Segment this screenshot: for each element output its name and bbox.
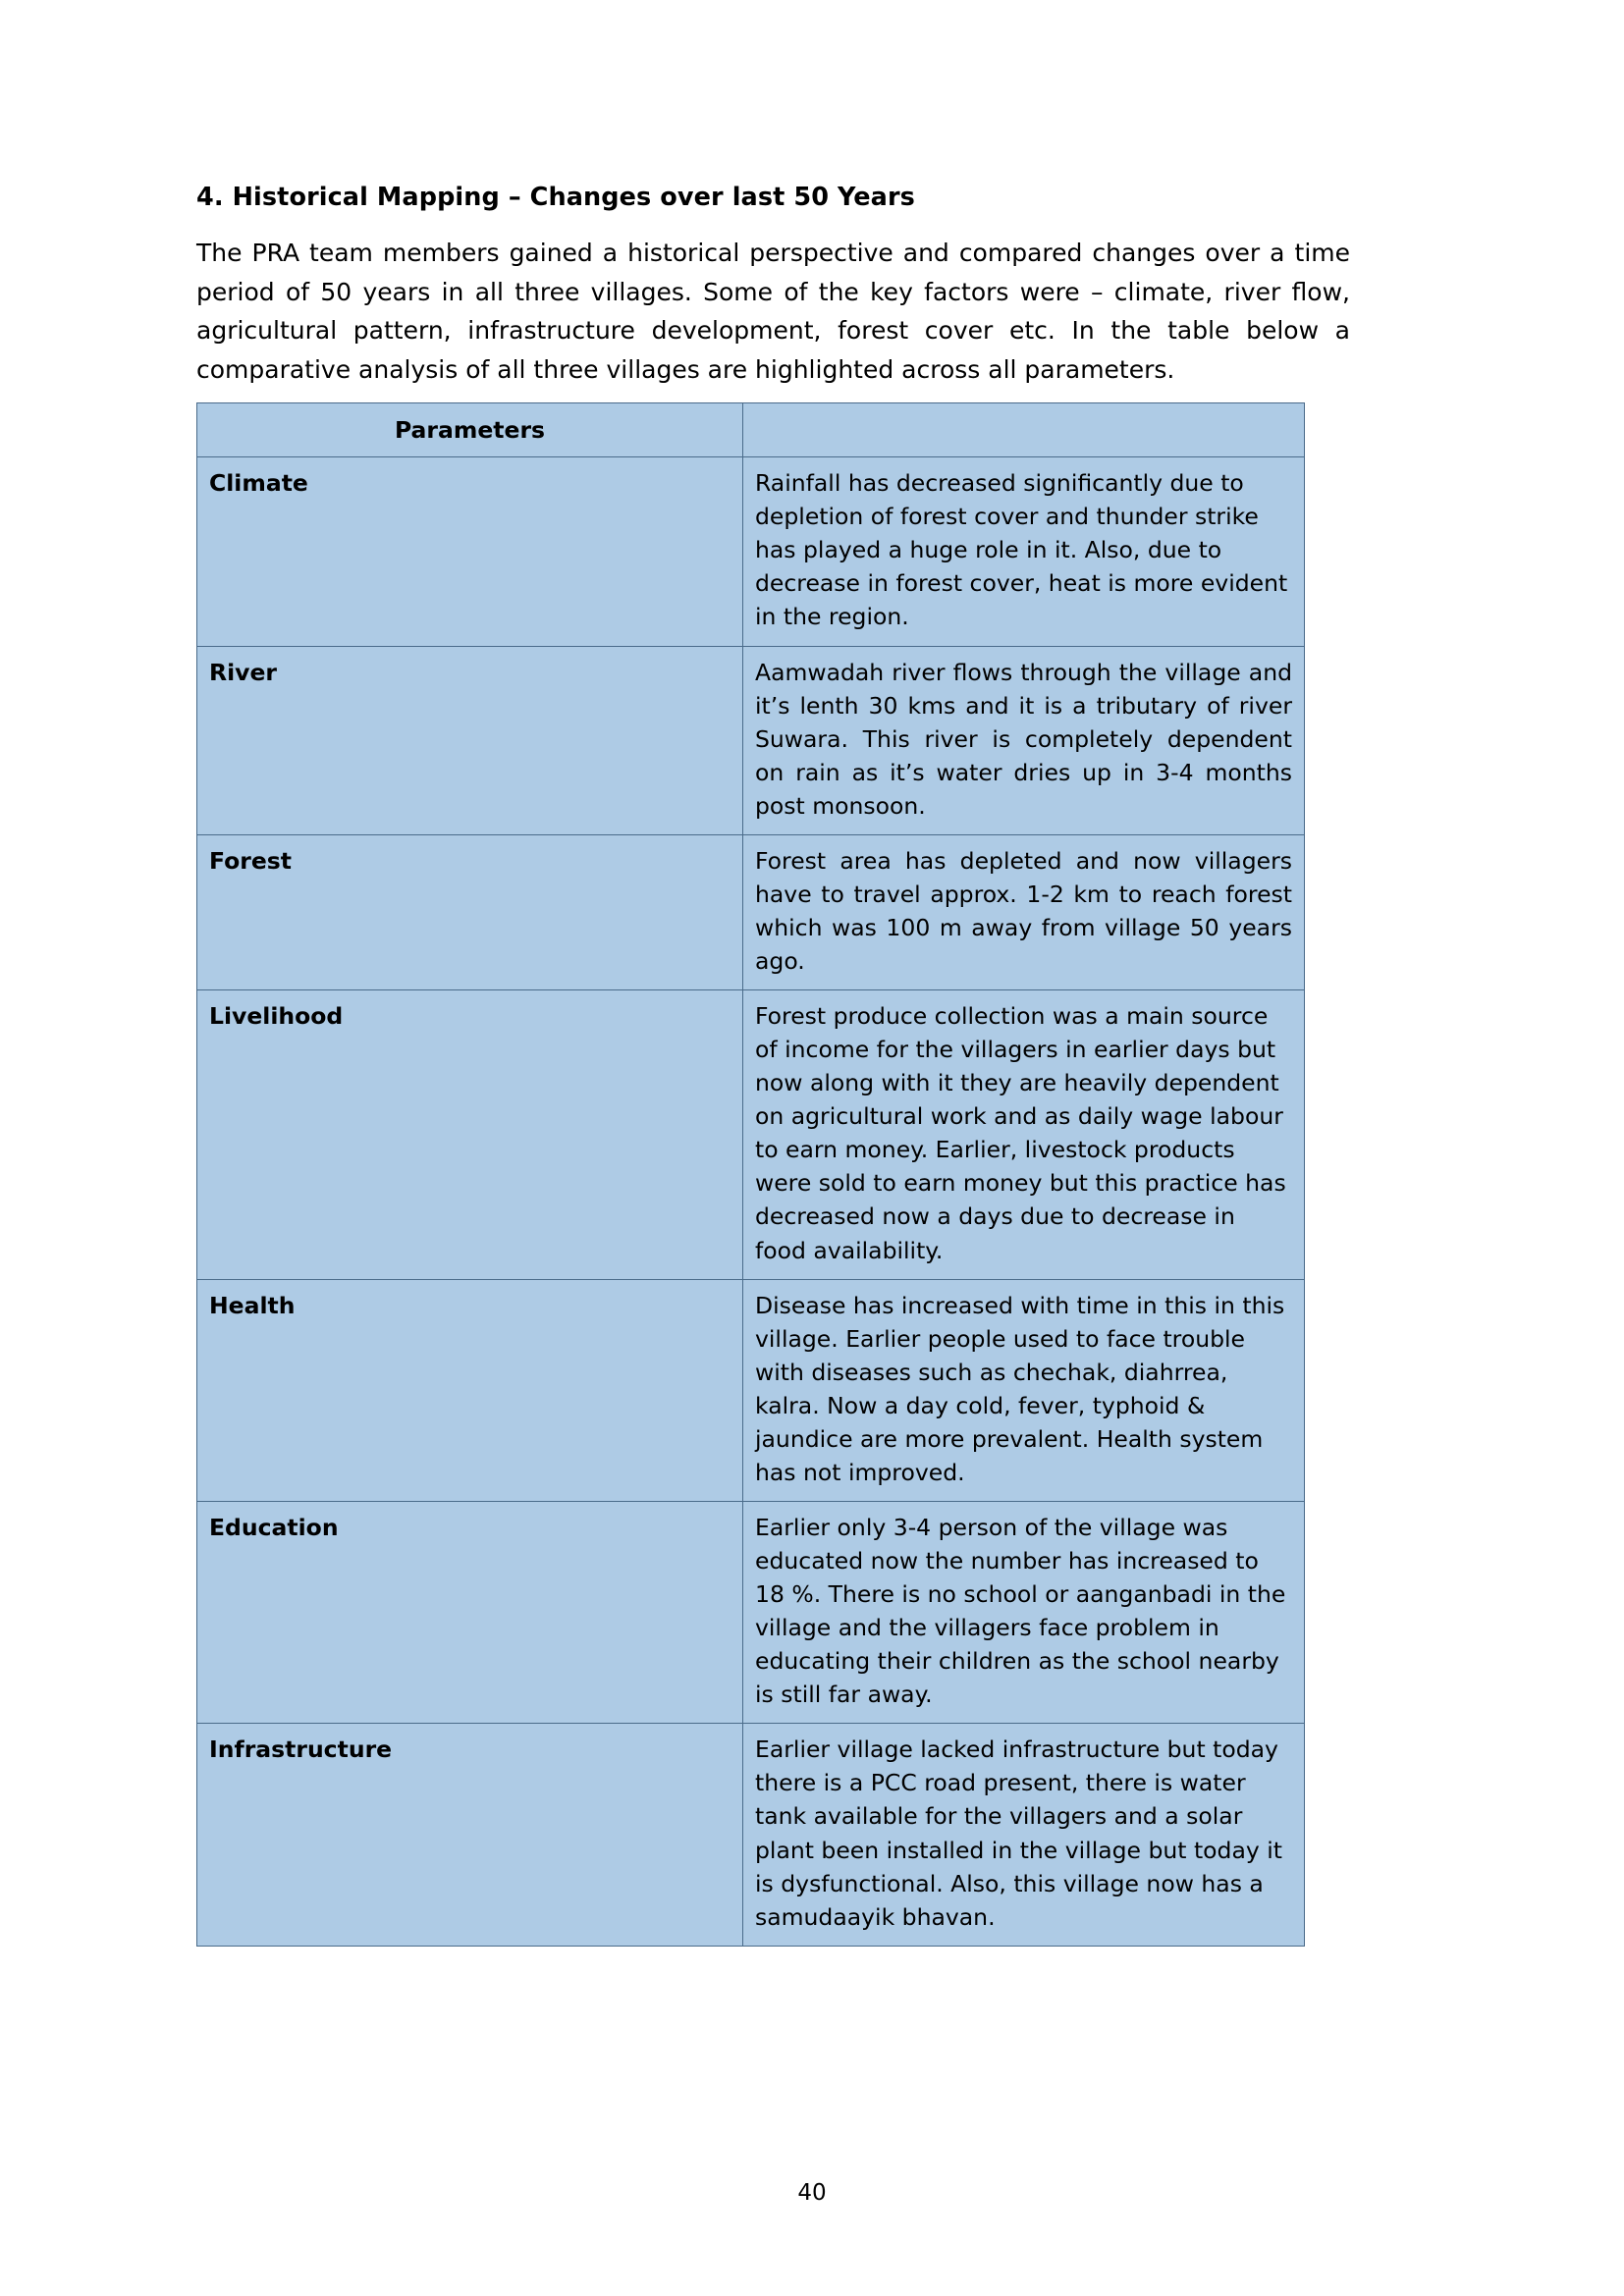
row-parameter-infrastructure: Infrastructure	[197, 1724, 743, 1946]
table-header-row	[197, 403, 1305, 457]
row-description-education: Earlier only 3-4 person of the village was educated now the number has increased to 18 %. There is no school or aanganbadi in the village and the villagers face problem in educating their children as the school nearby is still far away.	[743, 1501, 1305, 1723]
row-parameter-river: River	[197, 646, 743, 834]
row-description-health: Disease has increased with time in this in this village. Earlier people used to face trouble with diseases such as chechak, diahrrea, kalra. Now a day cold, fever, typhoid & jaundice are more prevalent. Health system has not improved.	[743, 1279, 1305, 1501]
table-row	[197, 1279, 1305, 1501]
row-description-climate: Rainfall has decreased significantly due to depletion of forest cover and thunder strike has played a huge role in it. Also, due to decrease in forest cover, heat is more evident in the region.	[743, 457, 1305, 646]
row-parameter-education: Education	[197, 1501, 743, 1723]
page-number: 40	[797, 2180, 827, 2206]
table-row	[197, 1724, 1305, 1946]
table-row	[197, 457, 1305, 646]
row-description-forest: Forest area has depleted and now villagers have to travel approx. 1-2 km to reach forest which was 100 m away from village 50 years ago.	[743, 834, 1305, 989]
row-description-river: Aamwadah river flows through the village and it’s lenth 30 kms and it is a tributary of river Suwara. This river is completely dependent on rain as it’s water dries up in 3-4 months post monsoon.	[743, 646, 1305, 834]
row-description-infrastructure: Earlier village lacked infrastructure but today there is a PCC road present, there is water tank available for the villagers and a solar plant been installed in the village but today it is dysfunctional. Also, this village now has a samudaayik bhavan.	[743, 1724, 1305, 1946]
table-header-blank	[743, 403, 1305, 457]
intro-paragraph: The PRA team members gained a historical perspective and compared changes over a time period of 50 years in all three villages. Some of the key factors were – climate, river flow, agricultural pattern, infrastructure development, forest cover etc. In the table below a comparative analysis of all three villages are highlighted across all parameters.	[196, 239, 1350, 384]
row-parameter-climate: Climate	[197, 457, 743, 646]
historical-mapping-table	[196, 402, 1305, 1947]
table-row	[197, 834, 1305, 989]
table-row	[197, 990, 1305, 1280]
row-parameter-forest: Forest	[197, 834, 743, 989]
table-row	[197, 1501, 1305, 1723]
table-header-parameters: Parameters	[197, 403, 743, 457]
row-parameter-health: Health	[197, 1279, 743, 1501]
row-description-livelihood: Forest produce collection was a main source of income for the villagers in earlier days but now along with it they are heavily dependent on agricultural work and as daily wage labour to earn money. Earlier, livestock products were sold to earn money but this practice has decreased now a days due to decrease in food availability.	[743, 990, 1305, 1280]
page-title: 4. Historical Mapping – Changes over last 50 Years	[196, 183, 915, 212]
table-row	[197, 646, 1305, 834]
row-parameter-livelihood: Livelihood	[197, 990, 743, 1280]
